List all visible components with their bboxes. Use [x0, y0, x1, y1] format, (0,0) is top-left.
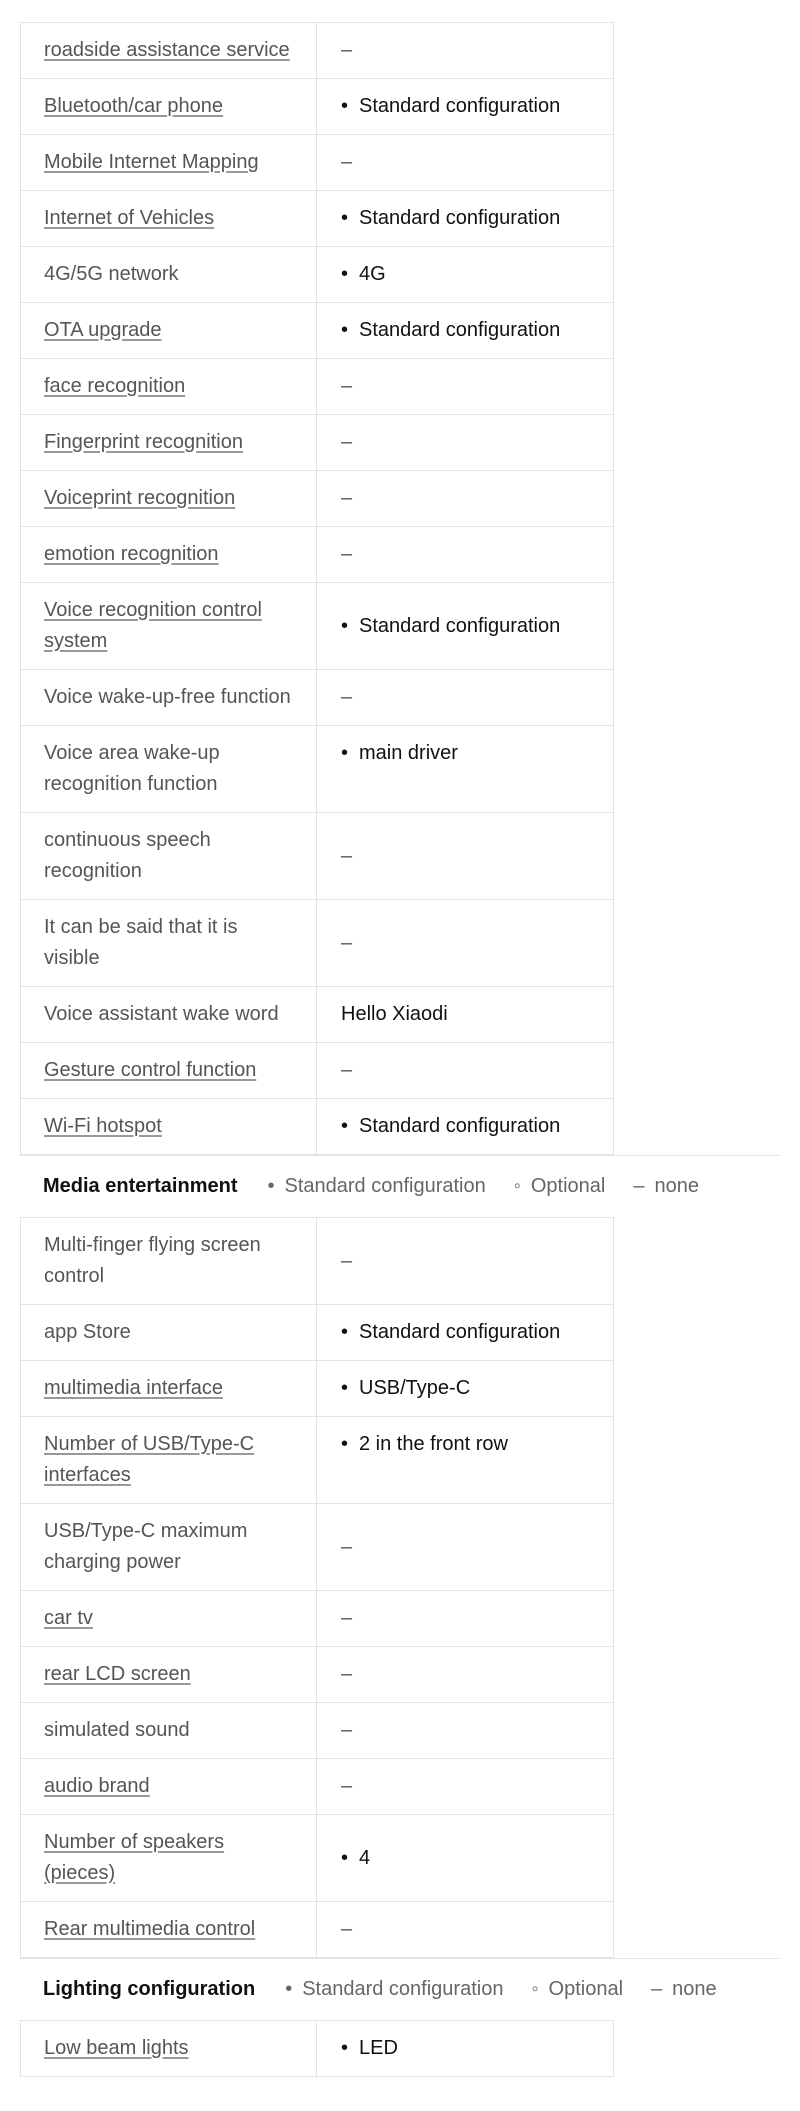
table-row: [21, 471, 614, 527]
spec-name: app Store: [44, 1321, 131, 1343]
spec-name-link[interactable]: Internet of Vehicles: [44, 207, 215, 229]
spec-value-cell: [317, 359, 614, 415]
standard-bullet-icon: •: [341, 319, 349, 341]
spec-name: 4G/5G network: [44, 263, 179, 285]
spec-value-cell: [317, 1703, 614, 1759]
spec-value-cell: [317, 900, 614, 987]
table-row: [21, 135, 614, 191]
table-row: [21, 1591, 614, 1647]
legend-optional-label: Optional: [530, 1175, 606, 1197]
section-title: Media entertainment: [43, 1175, 238, 1197]
spec-value: –: [341, 39, 353, 61]
spec-name-cell: [21, 900, 317, 987]
standard-bullet-icon: •: [341, 1321, 349, 1343]
legend-optional: [531, 1978, 623, 2001]
spec-value-cell: [317, 1902, 614, 1958]
spec-name: Voice assistant wake word: [44, 1003, 279, 1025]
spec-value-cell: [317, 670, 614, 726]
spec-name: continuous speech recognition: [44, 829, 211, 882]
legend-none-label: none: [654, 1175, 699, 1197]
legend-standard-label: Standard configuration: [284, 1175, 486, 1197]
standard-bullet-icon: •: [341, 1433, 349, 1455]
spec-name-link[interactable]: face recognition: [44, 375, 186, 397]
legend-standard-icon: •: [285, 1978, 293, 2000]
table-row: [21, 1703, 614, 1759]
table-row: [21, 191, 614, 247]
spec-value: –: [341, 1607, 353, 1629]
spec-name-link[interactable]: Number of USB/Type-C interfaces: [44, 1433, 255, 1486]
spec-value: –: [341, 686, 353, 708]
standard-bullet-icon: •: [341, 207, 349, 229]
spec-value-cell: [317, 1099, 614, 1155]
spec-value: –: [341, 543, 353, 565]
spec-name-cell: [21, 813, 317, 900]
spec-value-cell: [317, 813, 614, 900]
spec-name-link[interactable]: OTA upgrade: [44, 319, 162, 341]
spec-name-cell: [21, 303, 317, 359]
section-header: [20, 1155, 780, 1217]
spec-value-cell: [317, 1218, 614, 1305]
spec-value: –: [341, 1775, 353, 1797]
spec-value: main driver: [359, 742, 458, 764]
table-row: [21, 1759, 614, 1815]
table-row: [21, 415, 614, 471]
spec-value: –: [341, 151, 353, 173]
spec-name-link[interactable]: rear LCD screen: [44, 1663, 191, 1685]
spec-table: [20, 22, 614, 1155]
spec-name-cell: [21, 1902, 317, 1958]
spec-value: 2 in the front row: [359, 1433, 508, 1455]
table-row: [21, 1815, 614, 1902]
spec-name-link[interactable]: Voice recognition control system: [44, 599, 262, 652]
table-row: [21, 1647, 614, 1703]
spec-name: Multi-finger flying screen control: [44, 1234, 261, 1287]
spec-value-cell: [317, 1647, 614, 1703]
spec-value: –: [341, 487, 353, 509]
spec-name-link[interactable]: Mobile Internet Mapping: [44, 151, 259, 173]
standard-bullet-icon: •: [341, 1377, 349, 1399]
spec-value-cell: [317, 23, 614, 79]
spec-name: It can be said that it is visible: [44, 916, 238, 969]
spec-value-cell: [317, 987, 614, 1043]
table-row: [21, 1305, 614, 1361]
standard-bullet-icon: •: [341, 1115, 349, 1137]
table-row: [21, 303, 614, 359]
legend-optional-label: Optional: [548, 1978, 624, 2000]
table-row: [21, 1417, 614, 1504]
spec-value-cell: [317, 471, 614, 527]
spec-value: –: [341, 1535, 353, 1558]
spec-value-cell: [317, 1305, 614, 1361]
section-header: [20, 1958, 780, 2020]
spec-name-cell: [21, 79, 317, 135]
spec-value: Standard configuration: [359, 614, 561, 637]
legend-optional-icon: ◦: [513, 1175, 521, 1197]
spec-value-cell: [317, 191, 614, 247]
spec-value: USB/Type-C: [359, 1377, 471, 1399]
table-row: [21, 359, 614, 415]
standard-bullet-icon: •: [341, 742, 349, 764]
spec-value-cell: [317, 1504, 614, 1591]
table-row: [21, 726, 614, 813]
legend-optional-icon: ◦: [531, 1978, 539, 2000]
spec-name-cell: [21, 1759, 317, 1815]
standard-bullet-icon: •: [341, 263, 349, 285]
legend-none: [633, 1175, 699, 1198]
spec-name: Voice area wake-up recognition function: [44, 742, 220, 795]
spec-name-cell: [21, 1703, 317, 1759]
spec-name-link[interactable]: car tv: [44, 1607, 93, 1629]
spec-value: –: [341, 1059, 353, 1081]
spec-name-cell: [21, 359, 317, 415]
spec-value: Standard configuration: [359, 1115, 561, 1137]
legend-optional: [514, 1175, 606, 1198]
spec-value-cell: [317, 1361, 614, 1417]
spec-value-cell: [317, 527, 614, 583]
spec-value: 4G: [359, 263, 386, 285]
spec-value: –: [341, 844, 353, 867]
spec-name-link[interactable]: Wi-Fi hotspot: [44, 1115, 162, 1137]
table-row: [21, 900, 614, 987]
spec-name-link[interactable]: Rear multimedia control: [44, 1918, 256, 1940]
spec-value: –: [341, 931, 353, 954]
spec-name-cell: [21, 1361, 317, 1417]
table-row: [21, 2021, 614, 2077]
table-row: [21, 670, 614, 726]
standard-bullet-icon: •: [341, 614, 349, 637]
spec-value: –: [341, 1249, 353, 1272]
spec-name-link[interactable]: emotion recognition: [44, 543, 219, 565]
spec-value: LED: [359, 2037, 398, 2059]
table-row: [21, 79, 614, 135]
table-row: [21, 247, 614, 303]
spec-value: Standard configuration: [359, 319, 561, 341]
legend-standard: [267, 1175, 485, 1198]
spec-name-cell: [21, 247, 317, 303]
spec-value: 4: [359, 1846, 371, 1869]
spec-name-cell: [21, 670, 317, 726]
spec-value: –: [341, 1719, 353, 1741]
spec-value: –: [341, 431, 353, 453]
spec-value: –: [341, 1663, 353, 1685]
spec-name-cell: [21, 527, 317, 583]
spec-value: –: [341, 375, 353, 397]
spec-name-cell: [21, 1591, 317, 1647]
spec-name-link[interactable]: Voiceprint recognition: [44, 487, 236, 509]
table-row: [21, 1043, 614, 1099]
legend-none: [651, 1978, 717, 2001]
spec-name-link[interactable]: roadside assistance service: [44, 39, 290, 61]
spec-name-cell: [21, 1815, 317, 1902]
spec-value-cell: [317, 2021, 614, 2077]
table-row: [21, 1218, 614, 1305]
section-title: Lighting configuration: [43, 1978, 256, 2000]
spec-name-cell: [21, 1504, 317, 1591]
legend-standard-label: Standard configuration: [302, 1978, 504, 2000]
legend-none-icon: –: [651, 1978, 663, 2000]
table-row: [21, 1099, 614, 1155]
spec-name-link[interactable]: Fingerprint recognition: [44, 431, 243, 453]
spec-value-cell: [317, 1815, 614, 1902]
spec-name-cell: [21, 1218, 317, 1305]
spec-name-link[interactable]: audio brand: [44, 1775, 150, 1797]
spec-value-cell: [317, 247, 614, 303]
spec-name-link[interactable]: Number of speakers (pieces): [44, 1831, 225, 1884]
spec-name-cell: [21, 1417, 317, 1504]
table-row: [21, 1902, 614, 1958]
spec-name-cell: [21, 2021, 317, 2077]
spec-value-cell: [317, 415, 614, 471]
table-row: [21, 1361, 614, 1417]
spec-table: [20, 1217, 614, 1958]
spec-name-cell: [21, 1099, 317, 1155]
spec-value: Standard configuration: [359, 95, 561, 117]
spec-value: Standard configuration: [359, 1321, 561, 1343]
spec-name: simulated sound: [44, 1719, 190, 1741]
spec-name: USB/Type-C maximum charging power: [44, 1520, 248, 1573]
standard-bullet-icon: •: [341, 1846, 349, 1869]
spec-value-cell: [317, 135, 614, 191]
spec-value-cell: [317, 583, 614, 670]
spec-value-cell: [317, 1759, 614, 1815]
spec-name-link[interactable]: multimedia interface: [44, 1377, 223, 1399]
spec-name-link[interactable]: Gesture control function: [44, 1059, 257, 1081]
spec-name: Voice wake-up-free function: [44, 686, 291, 708]
standard-bullet-icon: •: [341, 2037, 349, 2059]
spec-name-cell: [21, 1305, 317, 1361]
legend-standard-icon: •: [267, 1175, 275, 1197]
legend-standard: [285, 1978, 503, 2001]
spec-value: Hello Xiaodi: [341, 1003, 448, 1025]
spec-name-cell: [21, 1043, 317, 1099]
spec-name-cell: [21, 191, 317, 247]
spec-name-cell: [21, 471, 317, 527]
table-row: [21, 527, 614, 583]
spec-value-cell: [317, 303, 614, 359]
legend-none-icon: –: [633, 1175, 645, 1197]
table-row: [21, 23, 614, 79]
spec-value-cell: [317, 1591, 614, 1647]
spec-name-cell: [21, 415, 317, 471]
standard-bullet-icon: •: [341, 95, 349, 117]
table-row: [21, 987, 614, 1043]
spec-name-cell: [21, 583, 317, 670]
table-row: [21, 583, 614, 670]
spec-name-cell: [21, 726, 317, 813]
table-row: [21, 1504, 614, 1591]
spec-name-cell: [21, 135, 317, 191]
spec-value-cell: [317, 1043, 614, 1099]
spec-value: –: [341, 1918, 353, 1940]
table-row: [21, 813, 614, 900]
spec-sheet: [20, 22, 717, 2077]
legend-none-label: none: [672, 1978, 717, 2000]
spec-name-cell: [21, 987, 317, 1043]
spec-value-cell: [317, 79, 614, 135]
spec-name-link[interactable]: Bluetooth/car phone: [44, 95, 224, 117]
spec-name-cell: [21, 23, 317, 79]
spec-name-link[interactable]: Low beam lights: [44, 2037, 189, 2059]
spec-value-cell: [317, 1417, 614, 1504]
spec-name-cell: [21, 1647, 317, 1703]
spec-value: Standard configuration: [359, 207, 561, 229]
spec-value-cell: [317, 726, 614, 813]
spec-table: [20, 2020, 614, 2077]
